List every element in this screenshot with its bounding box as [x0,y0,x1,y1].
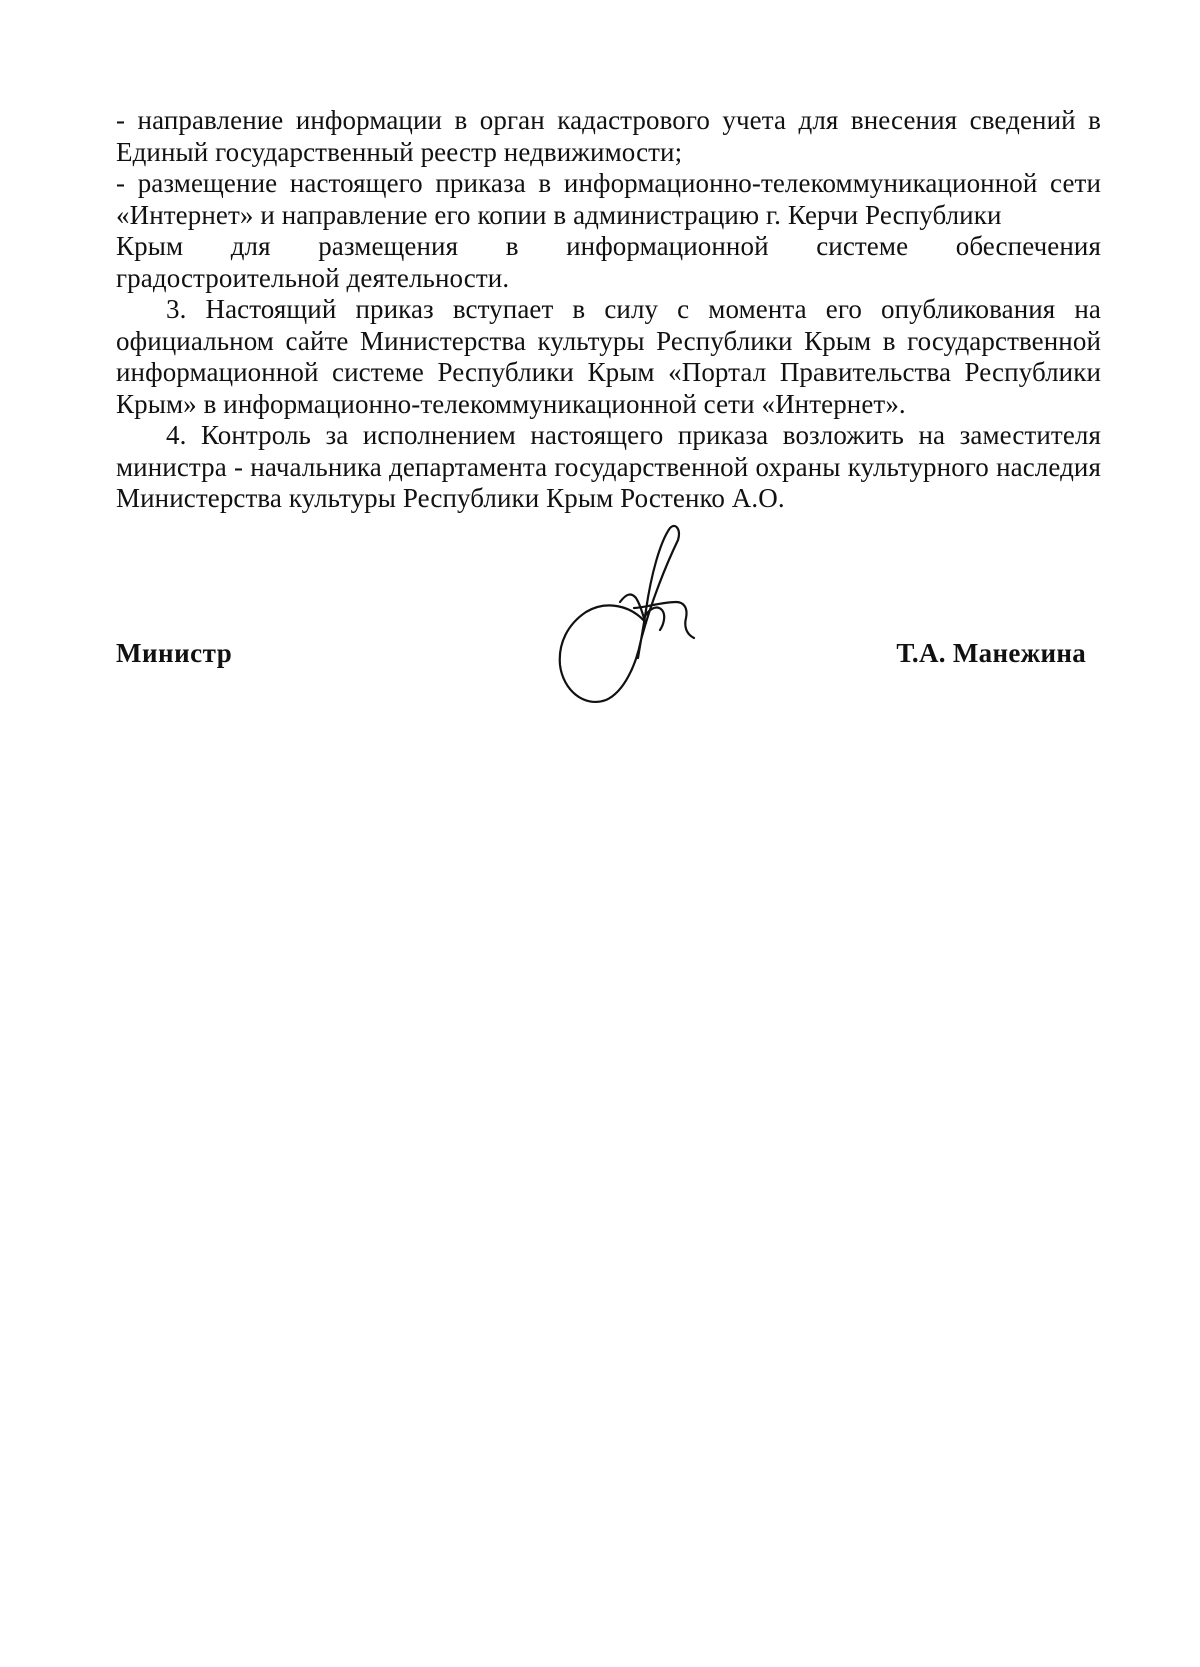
paragraph-publication: - размещение настоящего приказа в информационно-телекоммуникационной сети «Интернет» и направление его копии в администрацию г. Керчи Республики [116,168,1101,230]
document-body [116,105,1101,515]
paragraph-item-4: 4. Контроль за исполнением настоящего приказа возложить на заместителя министра - начальника департамента государственной охраны культурного наследия Министерства культуры Республики Крым Ростенко А.О. [116,420,1101,513]
signature-block [116,520,1101,750]
paragraph-publication-continued: Крым для размещения в информационной системе обеспечения [116,231,1101,261]
paragraph-cadastral: - направление информации в орган кадастрового учета для внесения сведений в Единый государственный реестр недвижимости; [116,105,1101,167]
signer-title: Министр [116,638,233,668]
paragraph-item-3: 3. Настоящий приказ вступает в силу с момента его опубликования на официальном сайте Министерства культуры Республики Крым в государственной информационной системе Республики Крым «Портал Правительства Республики Крым» в информационно-телекоммуникационной сети «Интернет». [116,294,1101,419]
signer-name: Т.А. Манежина [896,638,1086,668]
paragraph-publication-end: градостроительной деятельности. [116,262,510,293]
handwritten-signature-icon [536,520,736,750]
